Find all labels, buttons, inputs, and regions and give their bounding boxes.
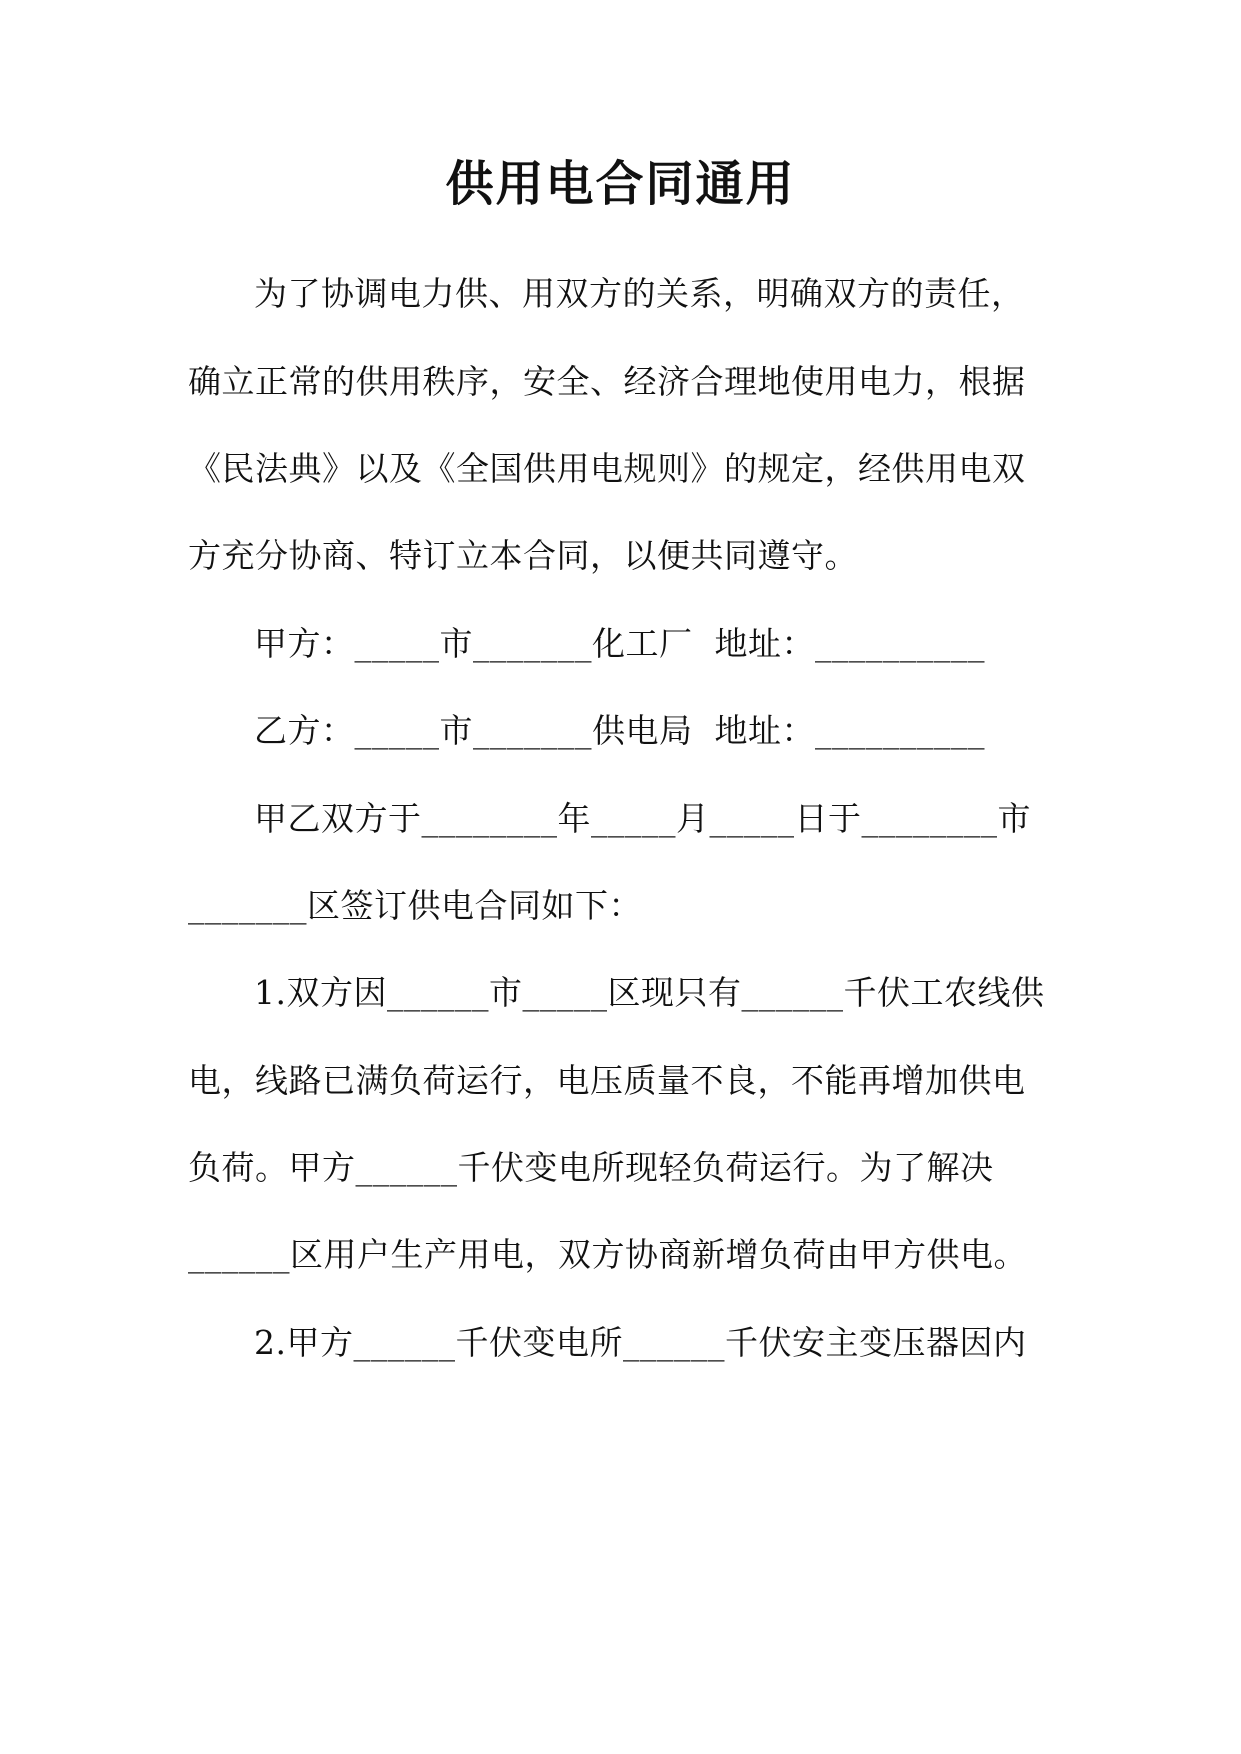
clause-1-line: 1.双方因______市_____区现只有______千伏工农线供 (254, 973, 1045, 1012)
clause-1-line: ______区用户生产用电，双方协商新增负荷由甲方供电。 (188, 1235, 1027, 1274)
clause-1-line: 电，线路已满负荷运行，电压质量不良，不能再增加供电 (188, 1061, 1026, 1100)
document-title: 供用电合同通用 (445, 156, 796, 212)
party-a-line: 甲方：_____市_______化工厂 地址：__________ (254, 624, 985, 663)
paragraph-line: 《民法典》以及《全国供用电规则》的规定，经供用电双 (188, 449, 1026, 488)
paragraph-line: 方充分协商、特订立本合同，以便共同遵守。 (188, 536, 858, 575)
clause-1-line: 负荷。甲方______千伏变电所现轻负荷运行。为了解决 (188, 1148, 994, 1187)
party-b-line: 乙方：_____市_______供电局 地址：__________ (254, 711, 985, 750)
paragraph-line: 甲乙双方于________年_____月_____日于________市 (254, 799, 1031, 838)
paragraph-line: _______区签订供电合同如下： (188, 886, 642, 925)
clause-2-line: 2.甲方______千伏变电所______千伏安主变压器因内 (254, 1323, 1027, 1362)
paragraph-line: 确立正常的供用秩序，安全、经济合理地使用电力，根据 (188, 362, 1026, 401)
paragraph-line: 为了协调电力供、用双方的关系，明确双方的责任， (254, 274, 1025, 313)
